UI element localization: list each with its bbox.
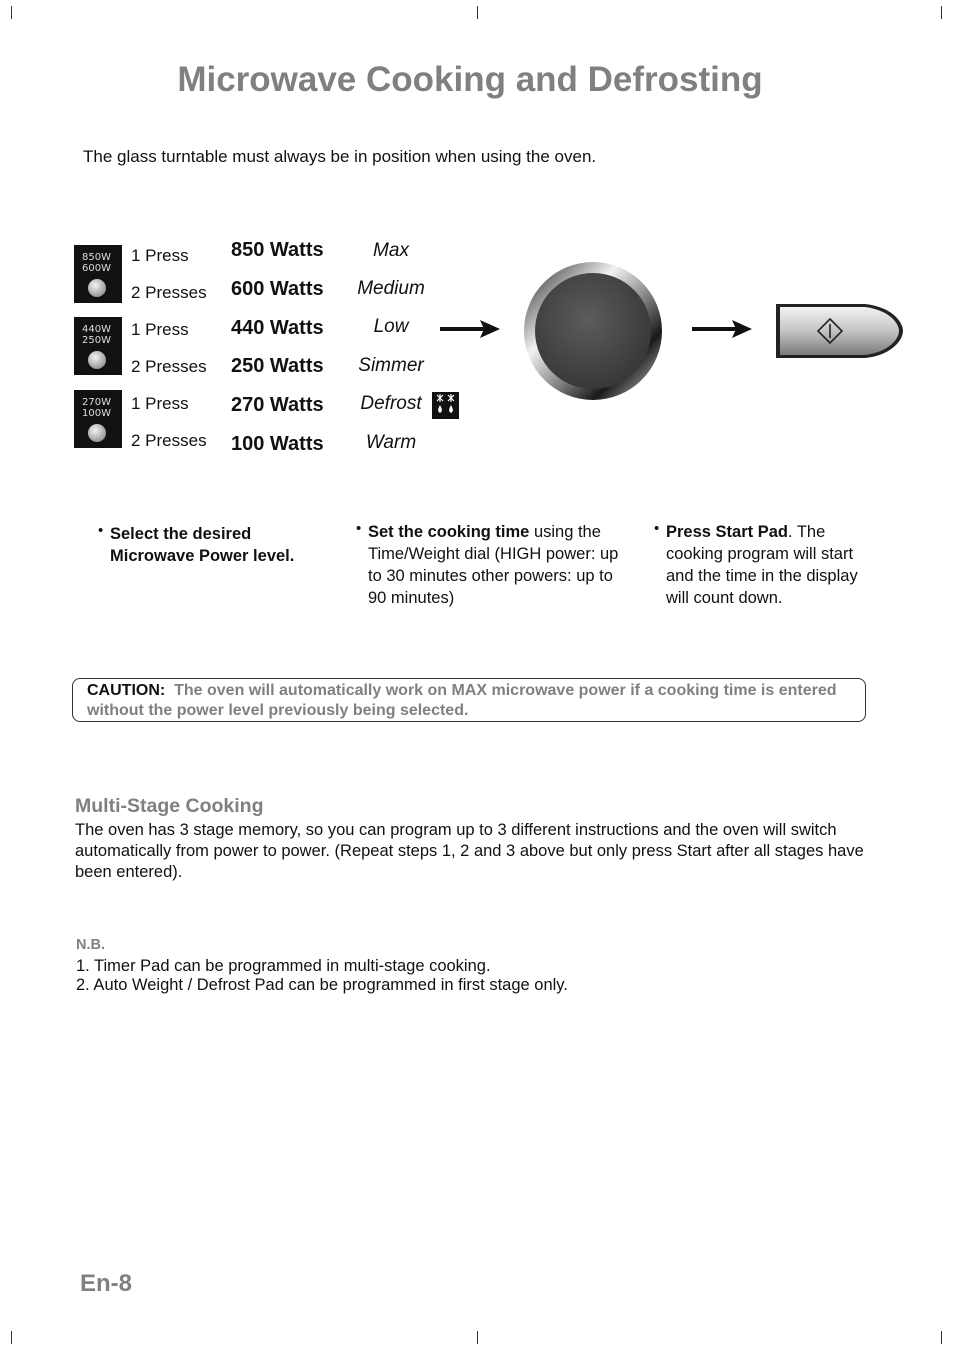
power-button-440-250 bbox=[74, 317, 122, 375]
press-count: 1 Press bbox=[131, 320, 189, 339]
power-button-label: 850W 600W bbox=[82, 252, 111, 274]
caution-label: CAUTION: bbox=[87, 682, 166, 699]
crop-mark bbox=[11, 1331, 12, 1344]
step-text: Select the desired Microwave Power level. bbox=[110, 525, 295, 565]
nb-list bbox=[76, 957, 568, 995]
page-number: En-8 bbox=[80, 1270, 133, 1297]
section-heading: Multi-Stage Cooking bbox=[75, 795, 264, 817]
step-select-power bbox=[98, 522, 325, 567]
step-press-start bbox=[654, 520, 881, 609]
press-count: 2 Presses bbox=[131, 283, 207, 302]
defrost-icon bbox=[432, 392, 459, 419]
press-count: 1 Press bbox=[131, 246, 189, 265]
page-title: Microwave Cooking and Defrosting bbox=[177, 60, 763, 99]
press-count: 2 Presses bbox=[131, 431, 207, 450]
crop-mark bbox=[11, 6, 12, 19]
crop-mark bbox=[941, 6, 942, 19]
wattage: 270 Watts bbox=[231, 394, 324, 416]
step-set-time bbox=[356, 520, 628, 609]
power-button-850-600 bbox=[74, 245, 122, 303]
power-knob-icon bbox=[88, 279, 106, 297]
step-text: . The cooking program will start and the time in the display will count down. bbox=[666, 523, 858, 607]
start-pad-icon bbox=[775, 303, 905, 360]
step-bold-text: Set the cooking time bbox=[368, 523, 530, 541]
wattage: 850 Watts bbox=[231, 239, 324, 261]
power-knob-icon bbox=[88, 424, 106, 442]
power-level-name: Simmer bbox=[358, 355, 424, 376]
press-count: 2 Presses bbox=[131, 357, 207, 376]
bullet: • bbox=[356, 520, 362, 537]
crop-mark bbox=[477, 1331, 478, 1344]
crop-mark bbox=[941, 1331, 942, 1344]
step-text: using the Time/Weight dial (HIGH power: up to 30 minutes other powers: up to 90 minutes) bbox=[368, 523, 619, 607]
list-item: 2. Auto Weight / Defrost Pad can be programmed in first stage only. bbox=[76, 976, 568, 994]
wattage: 600 Watts bbox=[231, 278, 324, 300]
time-weight-dial-icon bbox=[524, 262, 662, 400]
power-level-name: Low bbox=[373, 316, 409, 337]
power-level-name: Medium bbox=[357, 278, 425, 299]
power-level-name: Defrost bbox=[360, 393, 422, 414]
power-button-label: 440W 250W bbox=[82, 324, 111, 346]
arrow-right-icon bbox=[440, 318, 502, 340]
crop-mark bbox=[477, 6, 478, 19]
bullet: • bbox=[654, 520, 660, 537]
list-item: 1. Timer Pad can be programmed in multi-stage cooking. bbox=[76, 957, 491, 975]
intro-text: The glass turntable must always be in position when using the oven. bbox=[83, 147, 597, 166]
power-button-label: 270W 100W bbox=[82, 397, 111, 419]
bullet: • bbox=[98, 522, 104, 539]
wattage: 100 Watts bbox=[231, 433, 324, 455]
wattage: 250 Watts bbox=[231, 355, 324, 377]
power-level-name: Warm bbox=[365, 432, 417, 453]
section-body: The oven has 3 stage memory, so you can program up to 3 different instructions and the oven will switch automatically from power to power. (Repeat steps 1, 2 and 3 above but only press Start after all stages have been entered). bbox=[75, 821, 864, 881]
nb-heading: N.B. bbox=[76, 937, 105, 953]
caution-box bbox=[72, 678, 866, 722]
press-count: 1 Press bbox=[131, 394, 189, 413]
power-button-270-100 bbox=[74, 390, 122, 448]
dial-knob bbox=[535, 273, 651, 389]
power-knob-icon bbox=[88, 351, 106, 369]
power-level-name: Max bbox=[373, 240, 409, 261]
step-bold-text: Press Start Pad bbox=[666, 523, 788, 541]
arrow-right-icon bbox=[692, 318, 754, 340]
caution-text: The oven will automatically work on MAX microwave power if a cooking time is entered without the power level previously being selected. bbox=[87, 682, 837, 719]
wattage: 440 Watts bbox=[231, 317, 324, 339]
